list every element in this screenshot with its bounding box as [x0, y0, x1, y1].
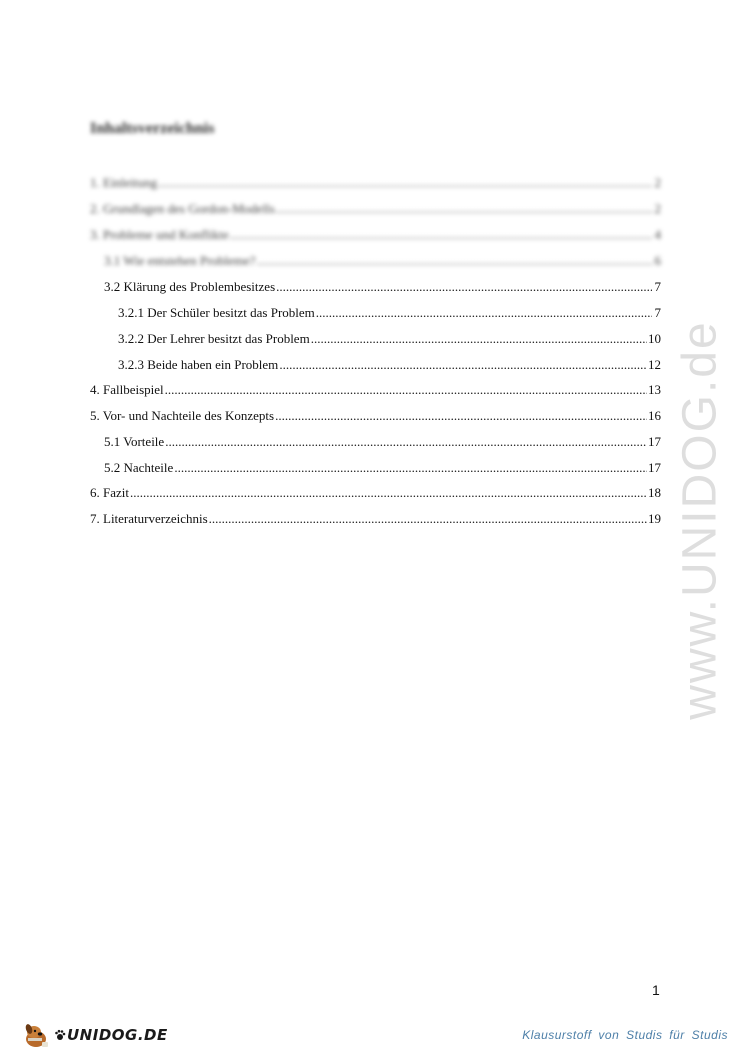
toc-entry	[118, 357, 661, 375]
toc-entry	[90, 201, 661, 219]
toc-entry	[118, 331, 661, 349]
toc-leader-dots	[311, 331, 647, 347]
toc-entry-label: 5. Vor- und Nachteile des Konzepts	[90, 408, 275, 423]
toc-entry-label: 3.2.1 Der Schüler besitzt das Problem	[118, 305, 315, 320]
toc-leader-dots	[174, 460, 647, 476]
toc-entry-page: 13	[648, 382, 661, 397]
toc-entry-label: 3.2.2 Der Lehrer besitzt das Problem	[118, 331, 310, 346]
toc-entry-page: 6	[654, 253, 661, 268]
toc-entry	[90, 175, 661, 193]
toc-entry-label: 2. Grundlagen des Gordon-Modells	[90, 201, 275, 216]
toc-entry	[118, 305, 661, 323]
toc-leader-dots	[165, 434, 647, 450]
toc-leader-dots	[209, 511, 647, 527]
toc-entry-label: 3.2.3 Beide haben ein Problem	[118, 357, 279, 372]
toc-entry-label: 3.1 Wie entstehen Probleme?	[104, 253, 256, 268]
toc-leader-dots	[257, 253, 652, 269]
toc-leader-dots	[230, 227, 652, 243]
toc-leader-dots	[130, 485, 647, 501]
toc-entry-page: 12	[648, 357, 661, 372]
toc-leader-dots	[165, 382, 647, 398]
toc-leader-dots	[275, 408, 647, 424]
toc-entry-page: 7	[654, 305, 661, 320]
toc-entry	[104, 460, 661, 478]
toc-entry-page: 2	[654, 201, 661, 216]
toc-entry-page: 10	[648, 331, 661, 346]
toc-entry-label: 7. Literaturverzeichnis	[90, 511, 208, 526]
toc-leader-dots	[279, 357, 647, 373]
page-number: 1	[652, 982, 660, 998]
toc-entry-label: 6. Fazit	[90, 485, 129, 500]
toc-entry-label: 4. Fallbeispiel	[90, 382, 164, 397]
toc-entry-page: 19	[648, 511, 661, 526]
toc-entry	[90, 382, 661, 400]
toc-entry-page: 18	[648, 485, 661, 500]
dog-mascot-icon	[22, 1020, 52, 1050]
watermark: www.UNIDOG.de	[673, 320, 727, 720]
toc-entry-page: 7	[654, 279, 661, 294]
toc-entry	[104, 253, 661, 271]
toc-entry	[104, 434, 661, 452]
toc-entry-page: 4	[654, 227, 661, 242]
toc-entry-label: 3.2 Klärung des Problembesitzes	[104, 279, 276, 294]
toc-entry	[90, 485, 661, 503]
toc-leader-dots	[158, 175, 652, 191]
toc-entry-page: 16	[648, 408, 661, 423]
footer-tagline: Klausurstoff von Studis für Studis	[522, 1028, 728, 1042]
toc-leader-dots	[276, 279, 652, 295]
logo-text: UNIDOG.DE	[67, 1026, 168, 1044]
toc-entry-label: 5.1 Vorteile	[104, 434, 165, 449]
toc-title: Inhaltsverzeichnis	[90, 120, 215, 137]
toc-entry-page: 2	[654, 175, 661, 190]
toc-entry	[90, 408, 661, 426]
paw-icon	[54, 1029, 66, 1041]
toc-entry-page: 17	[648, 460, 661, 475]
toc-entry	[90, 511, 661, 529]
toc-entry-label: 3. Probleme und Konflikte	[90, 227, 229, 242]
toc-entry-label: 5.2 Nachteile	[104, 460, 174, 475]
toc-entry-page: 17	[648, 434, 661, 449]
unidog-logo	[22, 1018, 168, 1052]
toc-entry	[104, 279, 661, 297]
toc-leader-dots	[316, 305, 652, 321]
toc-entry-label: 1. Einleitung	[90, 175, 158, 190]
toc-leader-dots	[276, 201, 652, 217]
toc-entry	[90, 227, 661, 245]
